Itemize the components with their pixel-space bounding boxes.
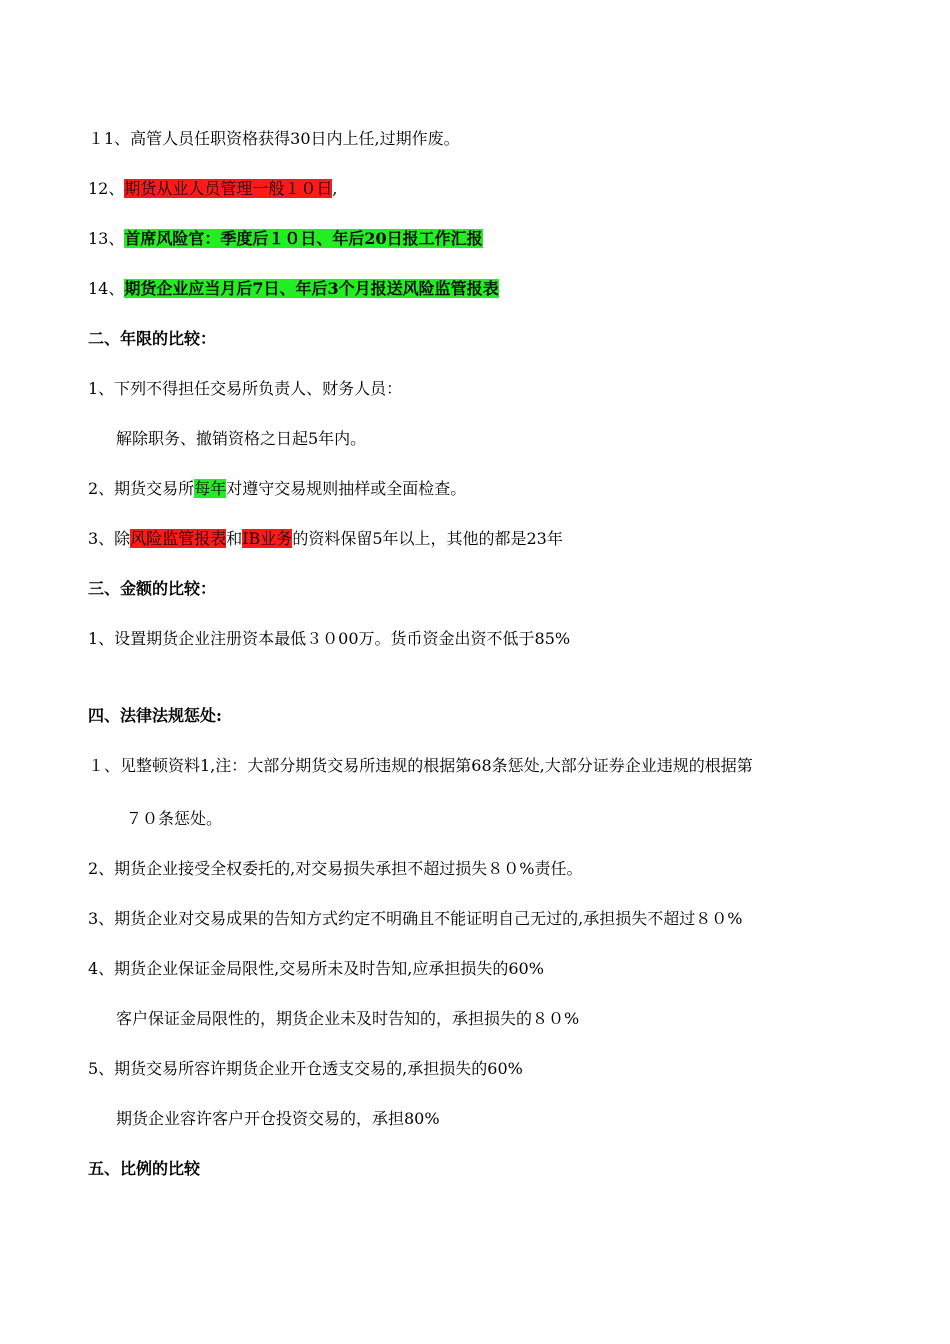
section2-item-2 bbox=[88, 478, 466, 500]
section-heading-5: 五、比例的比较 bbox=[88, 1159, 201, 1178]
section2-item-3-highlight-2: IB业务 bbox=[242, 529, 293, 548]
section2-item-1-detail: 解除职务、撤销资格之日起5年内。 bbox=[116, 429, 367, 448]
item-13-highlight: 首席风险官：季度后１０日、年后20日报工作汇报 bbox=[124, 229, 483, 248]
item-11-text: １1、高管人员任职资格获得30日内上任,过期作废。 bbox=[88, 129, 460, 148]
section-heading-3: 三、金额的比较： bbox=[88, 579, 217, 598]
item-13 bbox=[88, 228, 483, 250]
section4-item-5: 5、期货交易所容许期货企业开仓透支交易的,承担损失的60% bbox=[88, 1059, 523, 1078]
item-12-prefix: 12、 bbox=[88, 179, 125, 198]
section4-item-1-cont: ７０条惩处。 bbox=[126, 809, 223, 828]
item-11 bbox=[88, 128, 460, 150]
item-14 bbox=[88, 278, 499, 300]
section4-item-1: １、见整顿资料1,注：大部分期货交易所违规的根据第68条惩处,大部分证券企业违规的根据第 bbox=[88, 756, 753, 775]
section2-item-3-b: 的资料保留5年以上，其他的都是23年 bbox=[292, 529, 563, 548]
section-heading-4: 四、法律法规惩处: bbox=[88, 706, 222, 725]
section2-item-3-a: 3、除 bbox=[88, 529, 131, 548]
section4-item-4-detail: 客户保证金局限性的，期货企业未及时告知的，承担损失的８０% bbox=[116, 1009, 580, 1028]
item-12 bbox=[88, 178, 337, 200]
section4-item-2: 2、期货企业接受全权委托的,对交易损失承担不超过损失８０%责任。 bbox=[88, 859, 583, 878]
section3-item-1: 1、设置期货企业注册资本最低３０00万。货币资金出资不低于85% bbox=[88, 629, 571, 648]
item-14-highlight: 期货企业应当月后7日、年后3个月报送风险监管报表 bbox=[124, 279, 499, 298]
section2-item-3 bbox=[88, 528, 563, 550]
section4-item-5-detail: 期货企业容许客户开仓投资交易的，承担80% bbox=[116, 1109, 440, 1128]
section-heading-2: 二、年限的比较： bbox=[88, 329, 217, 348]
item-12-highlight: 期货从业人员管理一般１０日 bbox=[124, 179, 333, 198]
section4-item-4: 4、期货企业保证金局限性,交易所未及时告知,应承担损失的60% bbox=[88, 959, 544, 978]
section2-item-2-highlight: 每年 bbox=[194, 479, 227, 498]
section4-item-3: 3、期货企业对交易成果的告知方式约定不明确且不能证明自己无过的,承担损失不超过８０% bbox=[88, 909, 743, 928]
section2-item-3-mid: 和 bbox=[226, 529, 243, 548]
section2-item-2-a: 2、期货交易所 bbox=[88, 479, 195, 498]
item-14-prefix: 14、 bbox=[88, 279, 125, 298]
section2-item-3-highlight-1: 风险监管报表 bbox=[130, 529, 227, 548]
section2-item-1: 1、下列不得担任交易所负责人、财务人员： bbox=[88, 379, 403, 398]
item-12-suffix: , bbox=[332, 179, 338, 198]
item-13-prefix: 13、 bbox=[88, 229, 125, 248]
section2-item-2-b: 对遵守交易规则抽样或全面检查。 bbox=[226, 479, 467, 498]
